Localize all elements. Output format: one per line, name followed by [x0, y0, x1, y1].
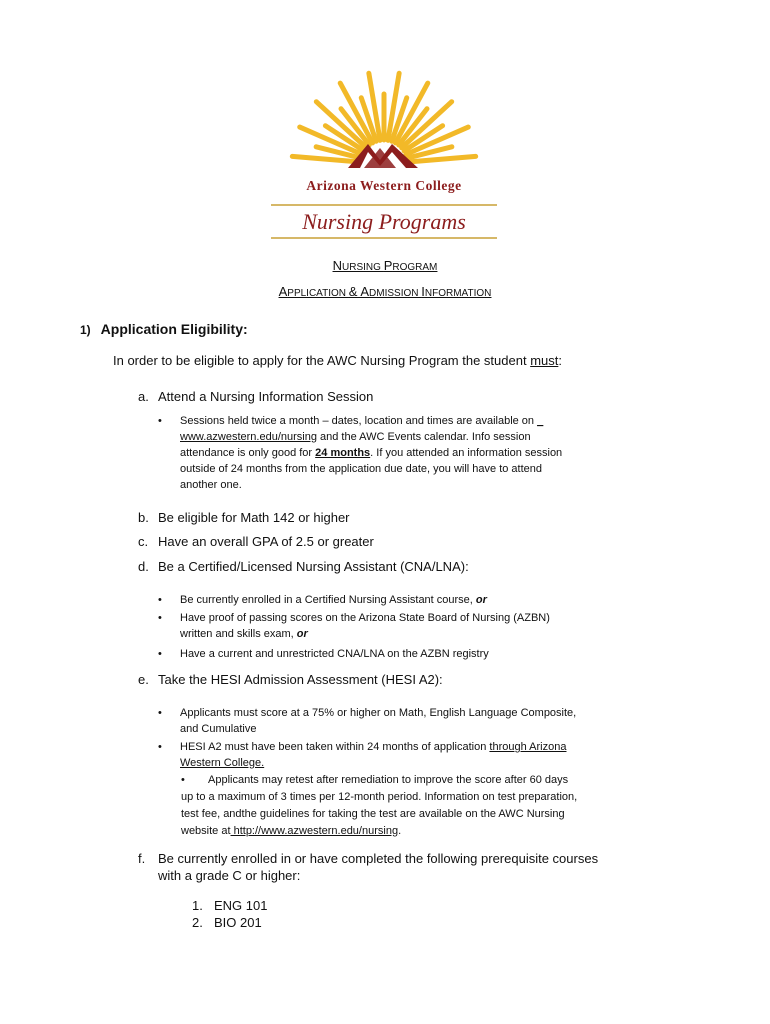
item-e: e. Take the HESI Admission Assessment (HESI A2):: [138, 672, 443, 687]
section-heading: 1) Application Eligibility:: [80, 321, 248, 337]
heading-application-admission: APPLICATION & ADMISSION INFORMATION: [278, 284, 492, 299]
nursing-website-link[interactable]: http://www.azwestern.edu/nursing: [230, 825, 399, 837]
awc-nursing-logo: [268, 66, 500, 244]
sunburst-rays: [292, 73, 475, 162]
item-f: f. Be currently enrolled in or have completed the following prerequisite courses with a grade C or higher:: [138, 851, 599, 883]
nursing-link-underscore[interactable]: _: [537, 415, 544, 427]
course-item: 2. BIO 201: [192, 915, 262, 930]
college-name: Arizona Western College: [306, 178, 462, 193]
course-item: 1. ENG 101: [192, 898, 268, 913]
nursing-link[interactable]: www.azwestern.edu/nursing: [180, 431, 317, 443]
retest-paragraph: • Applicants may retest after remediation to improve the score after 60 days up to a maximum of 3 times per 12-month period. Information on test preparation, test fee, andthe guidelines for taking the test are available on the AWC Nursing website at http://www.azwestern.edu/nursing.: [181, 774, 578, 837]
item-d: d. Be a Certified/Licensed Nursing Assistant (CNA/LNA):: [138, 559, 469, 574]
program-name: Nursing Programs: [302, 209, 466, 234]
item-c: c. Have an overall GPA of 2.5 or greater: [138, 534, 374, 549]
item-a: a. Attend a Nursing Information Session: [138, 389, 374, 404]
heading-nursing-program: NURSING PROGRAM: [332, 258, 438, 273]
intro-text: In order to be eligible to apply for the AWC Nursing Program the student must:: [113, 353, 562, 368]
prerequisite-courses: [192, 897, 267, 931]
item-b: b. Be eligible for Math 142 or higher: [138, 510, 350, 525]
